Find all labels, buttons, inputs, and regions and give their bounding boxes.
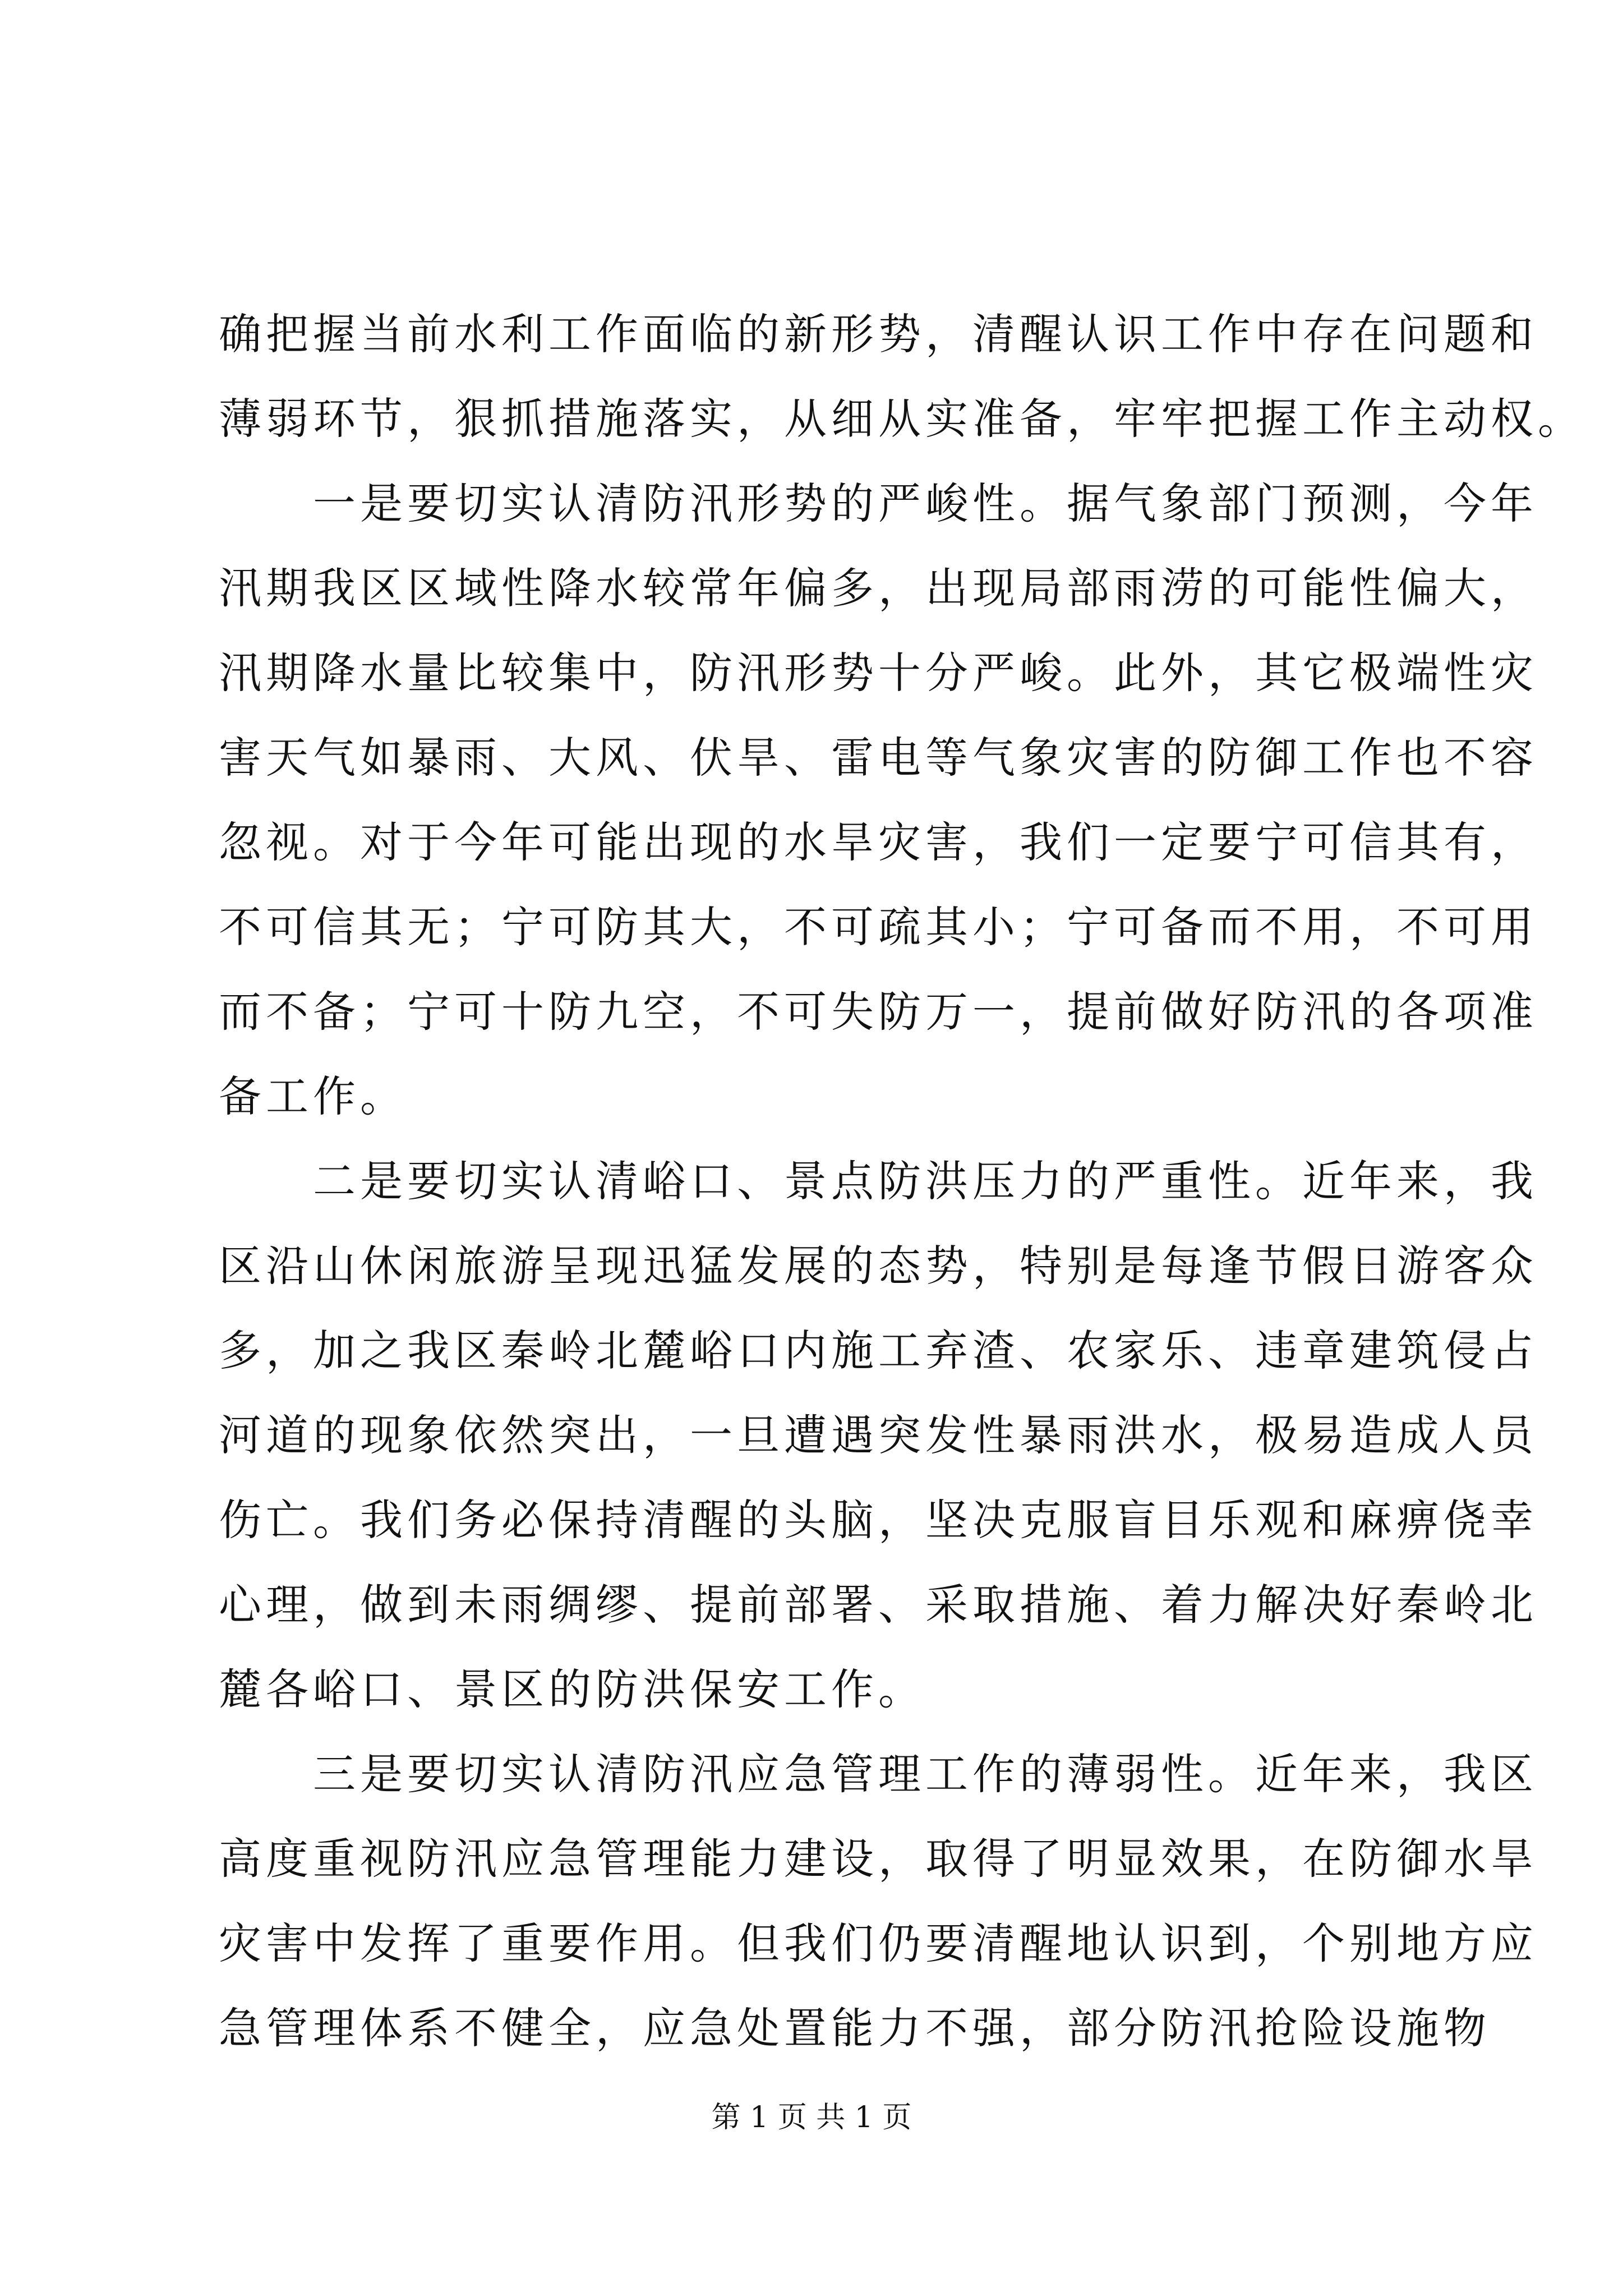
text-line: 多，加之我区秦岭北麓峪口内施工弃渣、农家乐、违章建筑侵占: [219, 1326, 1538, 1375]
text-line: 汛期降水量比较集中，防汛形势十分严峻。此外，其它极端性灾: [219, 648, 1538, 698]
text-line: 高度重视防汛应急管理能力建设，取得了明显效果，在防御水旱: [219, 1834, 1538, 1884]
page-footer: [0, 2095, 1623, 2140]
text-line: 麓各峪口、景区的防洪保安工作。: [219, 1664, 925, 1714]
text-line: 急管理体系不健全，应急处置能力不强，部分防汛抢险设施物: [219, 2003, 1491, 2053]
text-line: 而不备；宁可十防九空，不可失防万一，提前做好防汛的各项准: [219, 987, 1538, 1037]
text-line: 害天气如暴雨、大风、伏旱、雷电等气象灾害的防御工作也不容: [219, 733, 1538, 783]
text-line: 区沿山休闲旅游呈现迅猛发展的态势，特别是每逢节假日游客众: [219, 1241, 1538, 1291]
text-line: 备工作。: [219, 1071, 407, 1121]
text-line: 不可信其无；宁可防其大，不可疏其小；宁可备而不用，不可用: [219, 902, 1538, 952]
text-line: 伤亡。我们务必保持清醒的头脑，坚决克服盲目乐观和麻痹侥幸: [219, 1495, 1538, 1545]
text-line: 一是要切实认清防汛形势的严峻性。据气象部门预测，今年: [219, 478, 1538, 528]
page-number: 第 1 页 共 1 页: [711, 2101, 912, 2134]
text-line: 忽视。对于今年可能出现的水旱灾害，我们一定要宁可信其有，: [219, 817, 1538, 867]
body-text: [219, 292, 1585, 2070]
text-line: 确把握当前水利工作面临的新形势，清醒认识工作中存在问题和: [219, 309, 1538, 359]
text-line: 心理，做到未雨绸缪、提前部署、采取措施、着力解决好秦岭北: [219, 1580, 1538, 1630]
text-line: 河道的现象依然突出，一旦遭遇突发性暴雨洪水，极易造成人员: [219, 1410, 1538, 1460]
text-line: 二是要切实认清峪口、景点防洪压力的严重性。近年来，我: [219, 1156, 1538, 1206]
text-line: 灾害中发挥了重要作用。但我们仍要清醒地认识到，个别地方应: [219, 1918, 1538, 1968]
text-line: 汛期我区区域性降水较常年偏多，出现局部雨涝的可能性偏大，: [219, 563, 1538, 613]
text-line: 薄弱环节，狠抓措施落实，从细从实准备，牢牢把握工作主动权。: [219, 394, 1585, 444]
text-line: 三是要切实认清防汛应急管理工作的薄弱性。近年来，我区: [219, 1749, 1538, 1799]
